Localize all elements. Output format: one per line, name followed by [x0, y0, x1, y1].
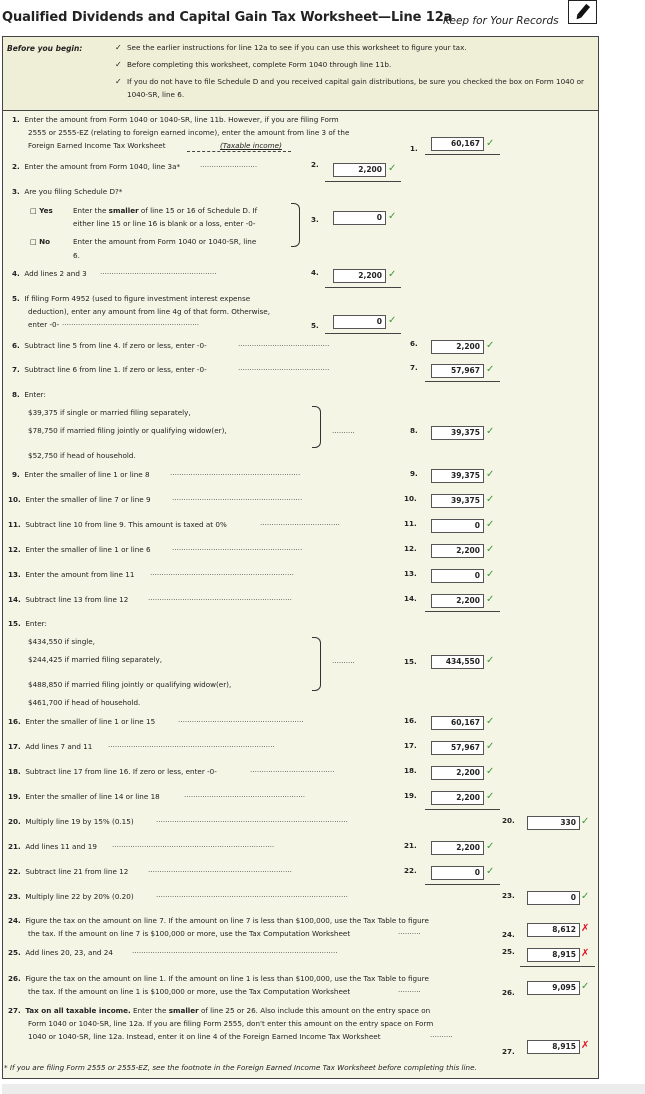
line-27-input[interactable]: 8,915: [527, 1040, 580, 1054]
line-23-text: 23. Multiply line 22 by 20% (0.20): [8, 892, 134, 901]
pencil-icon[interactable]: [568, 0, 597, 24]
line-15-input[interactable]: 434,550: [431, 655, 484, 669]
line-9-text: 9. Enter the smaller of line 1 or line 8: [12, 470, 150, 479]
line-19-input[interactable]: 2,200: [431, 791, 484, 805]
check-icon: ✓: [486, 594, 495, 605]
before-item: Before completing this worksheet, complete Form 1040 through line 11b.: [127, 60, 392, 69]
line-26-label: 26.: [502, 988, 515, 997]
line-4-text: 4. Add lines 2 and 3: [12, 269, 87, 278]
line-6-input[interactable]: 2,200: [431, 340, 484, 354]
line-24-input[interactable]: 8,612: [527, 923, 580, 937]
line-10-input[interactable]: 39,375: [431, 494, 484, 508]
line-3-label: 3.: [311, 215, 319, 224]
footnote: * If you are filing Form 2555 or 2555-EZ, see the footnote in the Foreign Earned Income Tax Worksheet before completing this line.: [4, 1063, 477, 1072]
line-26-text: 26. Figure the tax on the amount on line 1. If the amount on line 1 is less than $100,000, use the Tax Table to figure: [8, 974, 429, 983]
line-14-label: 14.: [404, 594, 417, 603]
line-7-input[interactable]: 57,967: [431, 364, 484, 378]
line-15-option-4: $461,700 if head of household.: [28, 698, 141, 707]
line-18-label: 18.: [404, 766, 417, 775]
line-20-label: 20.: [502, 816, 515, 825]
line-19-label: 19.: [404, 791, 417, 800]
check-icon: ✓: [486, 841, 495, 852]
line-3-text: 3. Are you filing Schedule D?*: [12, 187, 123, 196]
line-23-input[interactable]: 0: [527, 891, 580, 905]
line-26-text-2: the tax. If the amount on line 1 is $100,000 or more, use the Tax Computation Worksheet: [28, 987, 351, 996]
line-15-option-3: $488,850 if married filing jointly or qualifying widow(er),: [28, 680, 232, 689]
line-5-text-3: enter -0-: [28, 320, 60, 329]
before-you-begin: [3, 37, 598, 111]
check-icon: ✓: [486, 766, 495, 777]
line-22-text: 22. Subtract line 21 from line 12: [8, 867, 129, 876]
line-21-text: 21. Add lines 11 and 19: [8, 842, 97, 851]
line-9-input[interactable]: 39,375: [431, 469, 484, 483]
line-18-text: 18. Subtract line 17 from line 16. If zero or less, enter -0-: [8, 767, 217, 776]
check-icon: ✓: [486, 741, 495, 752]
line-2-text: 2. Enter the amount from Form 1040, line 3a*: [12, 162, 181, 171]
line-4-label: 4.: [311, 268, 319, 277]
line-12-input[interactable]: 2,200: [431, 544, 484, 558]
line-27-text-3: 1040 or 1040-SR, line 12a. Instead, enter it on line 4 of the Foreign Earned Income Tax Worksheet: [28, 1032, 381, 1041]
check-icon: ✓: [486, 569, 495, 580]
line-25-input[interactable]: 8,915: [527, 948, 580, 962]
line-8-text: 8. Enter:: [12, 390, 46, 399]
line-25-text: 25. Add lines 20, 23, and 24: [8, 948, 113, 957]
line-10-text: 10. Enter the smaller of line 7 or line 9: [8, 495, 151, 504]
check-mark: ✓: [115, 43, 122, 52]
check-mark: ✓: [115, 60, 122, 69]
line-5-label: 5.: [311, 321, 319, 330]
line-15-option-1: $434,550 if single,: [28, 637, 95, 646]
check-icon: ✓: [486, 364, 495, 375]
check-icon: ✓: [486, 716, 495, 727]
line-11-text: 11. Subtract line 10 from line 9. This amount is taxed at 0%: [8, 520, 227, 529]
taxable-income-hint: (Taxable income): [220, 141, 282, 150]
line-8-label: 8.: [410, 426, 418, 435]
check-icon: ✓: [388, 211, 397, 222]
line-6-text: 6. Subtract line 5 from line 4. If zero or less, enter -0-: [12, 341, 207, 350]
line-22-label: 22.: [404, 866, 417, 875]
line-3-input[interactable]: 0: [333, 211, 386, 225]
check-icon: ✓: [486, 469, 495, 480]
line-1-text: 1. Enter the amount from Form 1040 or 1040-SR, line 11b. However, if you are filing Form: [12, 115, 339, 124]
check-icon: ✓: [486, 494, 495, 505]
line-1-text-3: Foreign Earned Income Tax Worksheet: [28, 141, 166, 150]
line-17-label: 17.: [404, 741, 417, 750]
no-option[interactable]: □ No: [30, 237, 51, 246]
line-5-text: 5. If filing Form 4952 (used to figure investment interest expense: [12, 294, 251, 303]
line-19-text: 19. Enter the smaller of line 14 or line 18: [8, 792, 160, 801]
check-icon: ✓: [581, 981, 590, 992]
worksheet-title: Qualified Dividends and Capital Gain Tax Worksheet—Line 12a: [2, 10, 453, 25]
keep-records-note: Keep for Your Records: [443, 15, 559, 27]
line-13-label: 13.: [404, 569, 417, 578]
line-16-input[interactable]: 60,167: [431, 716, 484, 730]
line-27-text: 27. Tax on all taxable income. Enter the smaller of line 25 or 26. Also include this amount on the entry space on: [8, 1006, 431, 1015]
horizontal-scrollbar[interactable]: [2, 1084, 645, 1094]
line-2-label: 2.: [311, 160, 319, 169]
before-item: If you do not have to file Schedule D and you received capital gain distributions, be sure you checked the box on Form 1040 or 1040-SR, line 6.: [127, 77, 584, 99]
line-8-option-2: $78,750 if married filing jointly or qualifying widow(er),: [28, 426, 227, 435]
check-icon: ✓: [486, 866, 495, 877]
yes-option-text-2: either line 15 or line 16 is blank or a loss, enter -0-: [73, 219, 256, 228]
line-15-label: 15.: [404, 657, 417, 666]
line-12-label: 12.: [404, 544, 417, 553]
line-21-input[interactable]: 2,200: [431, 841, 484, 855]
line-24-label: 24.: [502, 930, 515, 939]
cross-icon: ✗: [581, 923, 590, 934]
line-24-text: 24. Figure the tax on the amount on line 7. If the amount on line 7 is less than $100,000, use the Tax Table to figure: [8, 916, 429, 925]
check-icon: ✓: [486, 426, 495, 437]
line-16-text: 16. Enter the smaller of line 1 or line 15: [8, 717, 156, 726]
yes-option-text: Enter the smaller of line 15 or 16 of Schedule D. If: [73, 206, 258, 215]
line-20-text: 20. Multiply line 19 by 15% (0.15): [8, 817, 134, 826]
line-11-label: 11.: [404, 519, 417, 528]
yes-option[interactable]: □ Yes: [30, 206, 53, 215]
before-label: Before you begin:: [7, 44, 83, 53]
line-13-text: 13. Enter the amount from line 11: [8, 570, 135, 579]
check-icon: ✓: [486, 791, 495, 802]
line-25-label: 25.: [502, 947, 515, 956]
line-7-text: 7. Subtract line 6 from line 1. If zero or less, enter -0-: [12, 365, 207, 374]
line-7-label: 7.: [410, 363, 418, 372]
cross-icon: ✗: [581, 948, 590, 959]
line-18-input[interactable]: 2,200: [431, 766, 484, 780]
line-14-input[interactable]: 2,200: [431, 594, 484, 608]
line-27-label: 27.: [502, 1047, 515, 1056]
line-14-text: 14. Subtract line 13 from line 12: [8, 595, 129, 604]
line-11-input[interactable]: 0: [431, 519, 484, 533]
line-1-label: 1.: [410, 144, 418, 153]
line-26-input[interactable]: 9,095: [527, 981, 580, 995]
line-9-label: 9.: [410, 469, 418, 478]
check-icon: ✓: [388, 163, 397, 174]
line-10-label: 10.: [404, 494, 417, 503]
line-8-option-3: $52,750 if head of household.: [28, 451, 136, 460]
line-12-text: 12. Enter the smaller of line 1 or line 6: [8, 545, 151, 554]
line-21-label: 21.: [404, 841, 417, 850]
line-16-label: 16.: [404, 716, 417, 725]
line-1-input[interactable]: 60,167: [431, 137, 484, 151]
line-5-text-2: deduction), enter any amount from line 4g of that form. Otherwise,: [28, 307, 271, 316]
line-17-text: 17. Add lines 7 and 11: [8, 742, 93, 751]
line-24-text-2: the tax. If the amount on line 7 is $100,000 or more, use the Tax Computation Worksheet: [28, 929, 351, 938]
line-23-label: 23.: [502, 891, 515, 900]
check-icon: ✓: [388, 269, 397, 280]
line-5-input[interactable]: 0: [333, 315, 386, 329]
check-icon: ✓: [486, 138, 495, 149]
check-mark: ✓: [115, 77, 122, 86]
line-2-input[interactable]: 2,200: [333, 163, 386, 177]
check-icon: ✓: [486, 655, 495, 666]
line-27-text-2: Form 1040 or 1040-SR, line 12a. If you are filing Form 2555, don't enter this amount on the entry space on Form: [28, 1019, 434, 1028]
no-option-text-2: 6.: [73, 251, 80, 260]
check-icon: ✓: [486, 544, 495, 555]
line-8-option-1: $39,375 if single or married filing separately,: [28, 408, 191, 417]
cross-icon: ✗: [581, 1040, 590, 1051]
before-item: See the earlier instructions for line 12a to see if you can use this worksheet to figure your tax.: [127, 43, 467, 52]
check-icon: ✓: [388, 315, 397, 326]
line-20-input[interactable]: 330: [527, 816, 580, 830]
line-1-text-2: 2555 or 2555-EZ (relating to foreign earned income), enter the amount from line 3 of the: [28, 128, 350, 137]
line-6-label: 6.: [410, 339, 418, 348]
line-15-text: 15. Enter:: [8, 619, 47, 628]
check-icon: ✓: [486, 340, 495, 351]
line-15-option-2: $244,425 if married filing separately,: [28, 655, 163, 664]
check-icon: ✓: [581, 891, 590, 902]
line-4-input[interactable]: 2,200: [333, 269, 386, 283]
line-17-input[interactable]: 57,967: [431, 741, 484, 755]
line-13-input[interactable]: 0: [431, 569, 484, 583]
line-8-input[interactable]: 39,375: [431, 426, 484, 440]
check-icon: ✓: [486, 519, 495, 530]
check-icon: ✓: [581, 816, 590, 827]
line-22-input[interactable]: 0: [431, 866, 484, 880]
no-option-text: Enter the amount from Form 1040 or 1040-SR, line: [73, 237, 257, 246]
